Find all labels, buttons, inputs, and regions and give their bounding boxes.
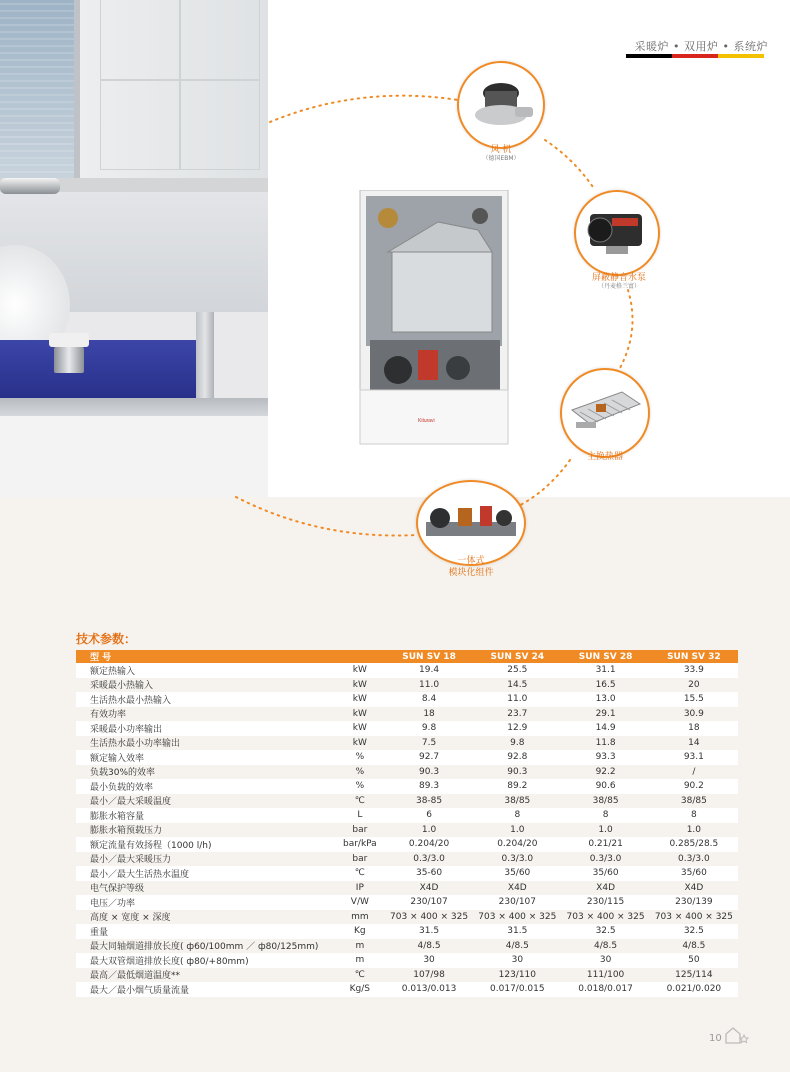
spec-param-unit: bar: [335, 823, 385, 838]
spec-param-value: 107/98: [385, 968, 473, 983]
spec-row: [76, 808, 738, 823]
spec-row: [76, 881, 738, 896]
spec-param-value: 29.1: [561, 707, 649, 722]
spec-param-value: 0.204/20: [473, 837, 561, 852]
spec-param-value: 23.7: [473, 707, 561, 722]
exchanger-label: 主换热器: [586, 452, 623, 462]
spec-param-value: 703 × 400 × 325: [473, 910, 561, 925]
wall-boiler-icon: [358, 190, 510, 446]
spec-row: [76, 823, 738, 838]
spec-param-name: 膨胀水箱预载压力: [76, 823, 335, 838]
boiler-brand: Kituravi: [418, 418, 435, 424]
spec-param-value: 31.1: [561, 663, 649, 678]
spec-row: [76, 678, 738, 693]
spec-param-value: 90.6: [561, 779, 649, 794]
spec-header-unit: [335, 650, 385, 663]
spec-param-value: 0.21/21: [561, 837, 649, 852]
spec-param-value: 0.018/0.017: [561, 982, 649, 997]
spec-header-model: SUN SV 18: [385, 650, 473, 663]
spec-param-value: 16.5: [561, 678, 649, 693]
spec-param-value: 1.0: [473, 823, 561, 838]
spec-param-value: 14: [650, 736, 738, 751]
spec-row: [76, 779, 738, 794]
spec-param-value: 6: [385, 808, 473, 823]
spec-param-value: 0.3/3.0: [650, 852, 738, 867]
fan-label: 风 机: [490, 145, 512, 155]
spec-param-unit: kW: [335, 678, 385, 693]
spec-param-value: 0.013/0.013: [385, 982, 473, 997]
spec-param-name: 额定热输入: [76, 663, 335, 678]
spec-param-value: 35/60: [650, 866, 738, 881]
spec-param-value: 1.0: [650, 823, 738, 838]
spec-row: [76, 939, 738, 954]
spec-param-value: 15.5: [650, 692, 738, 707]
spec-param-name: 生活热水最小热输入: [76, 692, 335, 707]
spec-header-row: [76, 650, 738, 663]
spec-param-value: 230/107: [385, 895, 473, 910]
spec-header-model: SUN SV 28: [561, 650, 649, 663]
spec-param-value: 9.8: [473, 736, 561, 751]
spec-param-name: 电气保护等级: [76, 881, 335, 896]
spec-row: [76, 895, 738, 910]
spec-param-value: 230/107: [473, 895, 561, 910]
spec-param-unit: kW: [335, 736, 385, 751]
spec-param-value: 35/60: [473, 866, 561, 881]
spec-param-value: 13.0: [561, 692, 649, 707]
spec-param-value: 8.4: [385, 692, 473, 707]
spec-row: [76, 924, 738, 939]
spec-param-name: 电压／功率: [76, 895, 335, 910]
spec-param-value: 11.0: [385, 678, 473, 693]
spec-param-name: 额定输入效率: [76, 750, 335, 765]
spec-param-value: X4D: [650, 881, 738, 896]
spec-param-name: 采暖最小功率输出: [76, 721, 335, 736]
spec-param-value: 32.5: [561, 924, 649, 939]
spec-param-unit: kW: [335, 692, 385, 707]
spec-param-value: 92.2: [561, 765, 649, 780]
spec-param-value: 31.5: [385, 924, 473, 939]
spec-header-model: SUN SV 24: [473, 650, 561, 663]
spec-param-unit: %: [335, 750, 385, 765]
spec-param-value: 8: [561, 808, 649, 823]
spec-row: [76, 866, 738, 881]
spec-param-name: 最小／最大采暖温度: [76, 794, 335, 809]
spec-param-value: 19.4: [385, 663, 473, 678]
spec-param-value: 1.0: [385, 823, 473, 838]
spec-param-value: X4D: [473, 881, 561, 896]
spec-param-name: 最小负载的效率: [76, 779, 335, 794]
spec-header-name: 型 号: [76, 650, 335, 663]
spec-param-name: 生活热水最小功率输出: [76, 736, 335, 751]
spec-row: [76, 982, 738, 997]
spec-param-value: 4/8.5: [385, 939, 473, 954]
spec-param-name: 最小／最大采暖压力: [76, 852, 335, 867]
spec-param-unit: %: [335, 765, 385, 780]
spec-row: [76, 953, 738, 968]
spec-param-unit: V/W: [335, 895, 385, 910]
spec-param-value: 4/8.5: [650, 939, 738, 954]
spec-param-value: 32.5: [650, 924, 738, 939]
spec-param-value: 4/8.5: [561, 939, 649, 954]
spec-param-value: 0.3/3.0: [473, 852, 561, 867]
spec-param-value: 90.3: [385, 765, 473, 780]
category-header: 采暖炉 • 双用炉 • 系统炉: [634, 40, 768, 53]
spec-param-value: 0.3/3.0: [385, 852, 473, 867]
spec-param-unit: ℃: [335, 968, 385, 983]
spec-param-value: X4D: [385, 881, 473, 896]
spec-param-name: 最高／最低烟道温度**: [76, 968, 335, 983]
spec-param-value: 703 × 400 × 325: [650, 910, 738, 925]
fan-component: [457, 61, 545, 149]
spec-param-value: 92.7: [385, 750, 473, 765]
spec-param-value: 93.3: [561, 750, 649, 765]
spec-param-value: 50: [650, 953, 738, 968]
spec-param-value: 92.8: [473, 750, 561, 765]
spec-param-unit: kW: [335, 721, 385, 736]
spec-param-name: 负载30%的效率: [76, 765, 335, 780]
spec-param-value: 14.5: [473, 678, 561, 693]
spec-param-unit: L: [335, 808, 385, 823]
pump-component: [574, 190, 660, 276]
spec-param-value: 111/100: [561, 968, 649, 983]
spec-param-value: 9.8: [385, 721, 473, 736]
module-assembly-icon: [418, 482, 524, 564]
spec-title: 技术参数：: [76, 632, 137, 646]
spec-param-value: 0.285/28.5: [650, 837, 738, 852]
spec-row: [76, 721, 738, 736]
spec-param-name: 最大双管烟道排放长度( ф80/+80mm): [76, 953, 335, 968]
spec-body: [76, 663, 738, 997]
spec-param-value: 30.9: [650, 707, 738, 722]
spec-param-unit: mm: [335, 910, 385, 925]
spec-param-unit: ℃: [335, 866, 385, 881]
spec-row: [76, 736, 738, 751]
spec-param-value: 35/60: [561, 866, 649, 881]
spec-param-name: 额定流量有效扬程（1000 l/h): [76, 837, 335, 852]
spec-param-value: 8: [473, 808, 561, 823]
spec-row: [76, 852, 738, 867]
spec-param-unit: bar/kPa: [335, 837, 385, 852]
spec-param-value: 1.0: [561, 823, 649, 838]
spec-param-value: 38/85: [650, 794, 738, 809]
spec-param-value: 11.0: [473, 692, 561, 707]
spec-row: [76, 750, 738, 765]
module-label-1: 一体式: [457, 556, 485, 566]
spec-param-name: 有效功率: [76, 707, 335, 722]
spec-row: [76, 910, 738, 925]
spec-param-unit: Kg: [335, 924, 385, 939]
spec-param-unit: kW: [335, 663, 385, 678]
spec-param-value: 125/114: [650, 968, 738, 983]
spec-param-value: 14.9: [561, 721, 649, 736]
spec-param-unit: ℃: [335, 794, 385, 809]
spec-param-value: 230/115: [561, 895, 649, 910]
spec-param-value: 4/8.5: [473, 939, 561, 954]
spec-param-value: 703 × 400 × 325: [385, 910, 473, 925]
spec-param-value: 93.1: [650, 750, 738, 765]
spec-row: [76, 837, 738, 852]
spec-param-value: 123/110: [473, 968, 561, 983]
spec-param-value: 18: [650, 721, 738, 736]
fan-blower-icon: [459, 63, 543, 147]
spec-table: [76, 650, 738, 997]
spec-param-name: 高度 × 宽度 × 深度: [76, 910, 335, 925]
spec-param-value: 230/139: [650, 895, 738, 910]
spec-row: [76, 794, 738, 809]
spec-param-value: 25.5: [473, 663, 561, 678]
spec-param-unit: m: [335, 939, 385, 954]
spec-param-value: 31.5: [473, 924, 561, 939]
spec-row: [76, 765, 738, 780]
spec-param-value: 30: [561, 953, 649, 968]
spec-param-value: 18: [385, 707, 473, 722]
spec-param-name: 最大／最小烟气质量流量: [76, 982, 335, 997]
spec-param-value: 30: [473, 953, 561, 968]
spec-param-unit: bar: [335, 852, 385, 867]
spec-row: [76, 968, 738, 983]
spec-row: [76, 692, 738, 707]
pump-label: 屏蔽静音水泵: [591, 273, 646, 283]
heat-exchanger-component: [560, 368, 650, 458]
spec-param-name: 采暖最小热输入: [76, 678, 335, 693]
spec-param-value: 89.3: [385, 779, 473, 794]
house-logo-icon: [723, 1026, 751, 1046]
spec-param-name: 最小／最大生活热水温度: [76, 866, 335, 881]
module-label-2: 模块化组件: [448, 568, 494, 578]
spec-param-value: 30: [385, 953, 473, 968]
fan-sub: （德国EBM）: [482, 155, 520, 162]
spec-param-value: 12.9: [473, 721, 561, 736]
spec-param-unit: m: [335, 953, 385, 968]
spec-param-value: 90.3: [473, 765, 561, 780]
spec-param-value: 35-60: [385, 866, 473, 881]
spec-param-value: 90.2: [650, 779, 738, 794]
pump-sub: （丹麦格兰富）: [597, 283, 640, 290]
spec-param-unit: IP: [335, 881, 385, 896]
spec-param-value: 7.5: [385, 736, 473, 751]
spec-row: [76, 663, 738, 678]
spec-param-value: 20: [650, 678, 738, 693]
spec-param-unit: Kg/S: [335, 982, 385, 997]
spec-param-value: 0.204/20: [385, 837, 473, 852]
water-pump-icon: [576, 192, 658, 274]
spec-param-name: 重量: [76, 924, 335, 939]
spec-param-value: 8: [650, 808, 738, 823]
spec-param-value: 89.2: [473, 779, 561, 794]
spec-param-value: 11.8: [561, 736, 649, 751]
spec-param-value: 38-85: [385, 794, 473, 809]
page-number: 10: [709, 1033, 722, 1044]
spec-param-unit: %: [335, 779, 385, 794]
spec-row: [76, 707, 738, 722]
heat-exchanger-icon: [562, 370, 648, 456]
spec-param-value: 0.017/0.015: [473, 982, 561, 997]
spec-param-value: 703 × 400 × 325: [561, 910, 649, 925]
spec-param-value: 0.021/0.020: [650, 982, 738, 997]
spec-param-unit: kW: [335, 707, 385, 722]
spec-param-value: 0.3/3.0: [561, 852, 649, 867]
spec-param-value: 33.9: [650, 663, 738, 678]
spec-param-value: 38/85: [473, 794, 561, 809]
spec-param-value: 38/85: [561, 794, 649, 809]
spec-header-model: SUN SV 32: [650, 650, 738, 663]
spec-param-name: 最大同轴烟道排放长度( ф60/100mm ／ ф80/125mm): [76, 939, 335, 954]
spec-param-value: /: [650, 765, 738, 780]
spec-param-name: 膨胀水箱容量: [76, 808, 335, 823]
spec-param-value: X4D: [561, 881, 649, 896]
